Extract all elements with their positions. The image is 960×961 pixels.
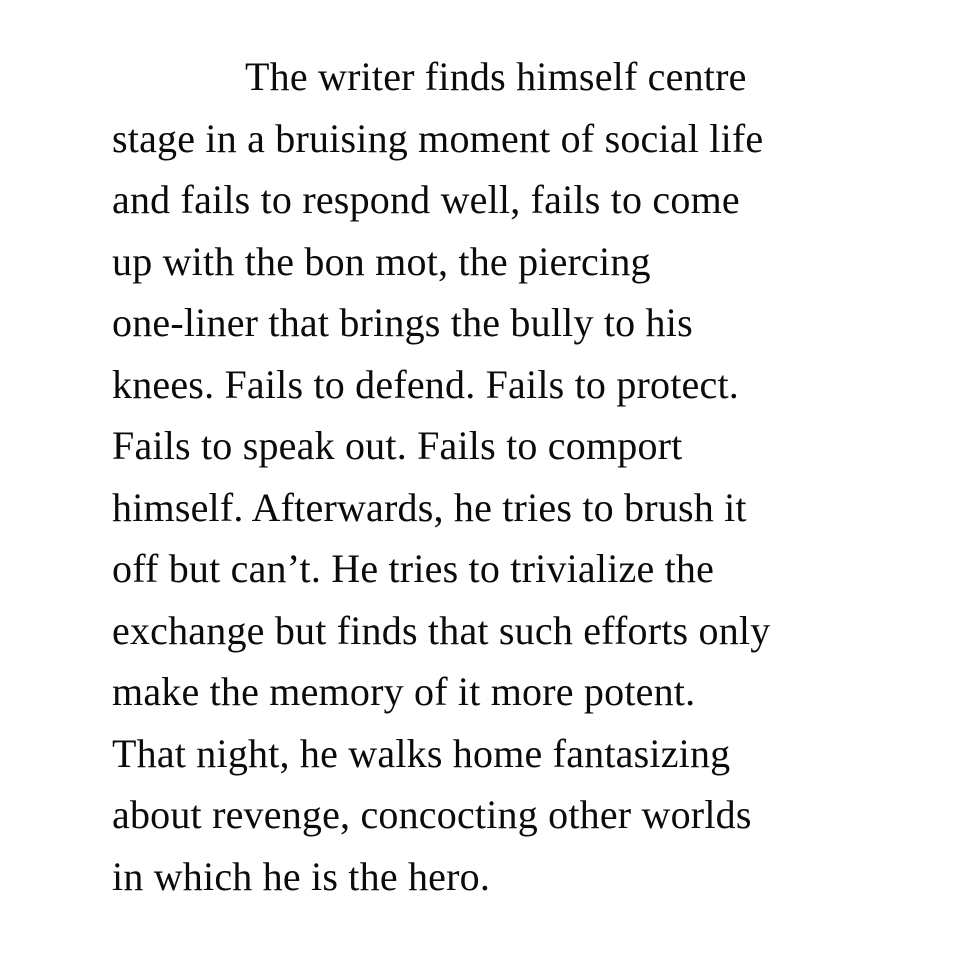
paragraph-line: one-liner that brings the bully to his: [112, 300, 693, 345]
paragraph-line: exchange but finds that such efforts only: [112, 607, 771, 653]
paragraph-line: about revenge, concocting other worlds: [112, 792, 752, 837]
paragraph-line: That night, he walks home fantasizing: [112, 730, 731, 776]
paragraph-line: in which he is the hero.: [112, 853, 491, 899]
paragraph-line: Fails to speak out. Fails to comport: [112, 423, 683, 468]
text-page: [112, 46, 872, 907]
paragraph-line: up with the bon mot, the piercing: [112, 238, 651, 284]
paragraph-line: The writer finds himself centre: [245, 54, 747, 99]
paragraph-line: knees. Fails to defend. Fails to protect.: [112, 361, 739, 407]
paragraph-line: off but can’t. He tries to trivialize the: [112, 546, 715, 591]
paragraph-line: himself. Afterwards, he tries to brush it: [112, 484, 747, 530]
paragraph-line: and fails to respond well, fails to come: [112, 177, 740, 222]
paragraph-line: make the memory of it more potent.: [112, 669, 696, 714]
paragraph-line: stage in a bruising moment of social life: [112, 115, 764, 161]
